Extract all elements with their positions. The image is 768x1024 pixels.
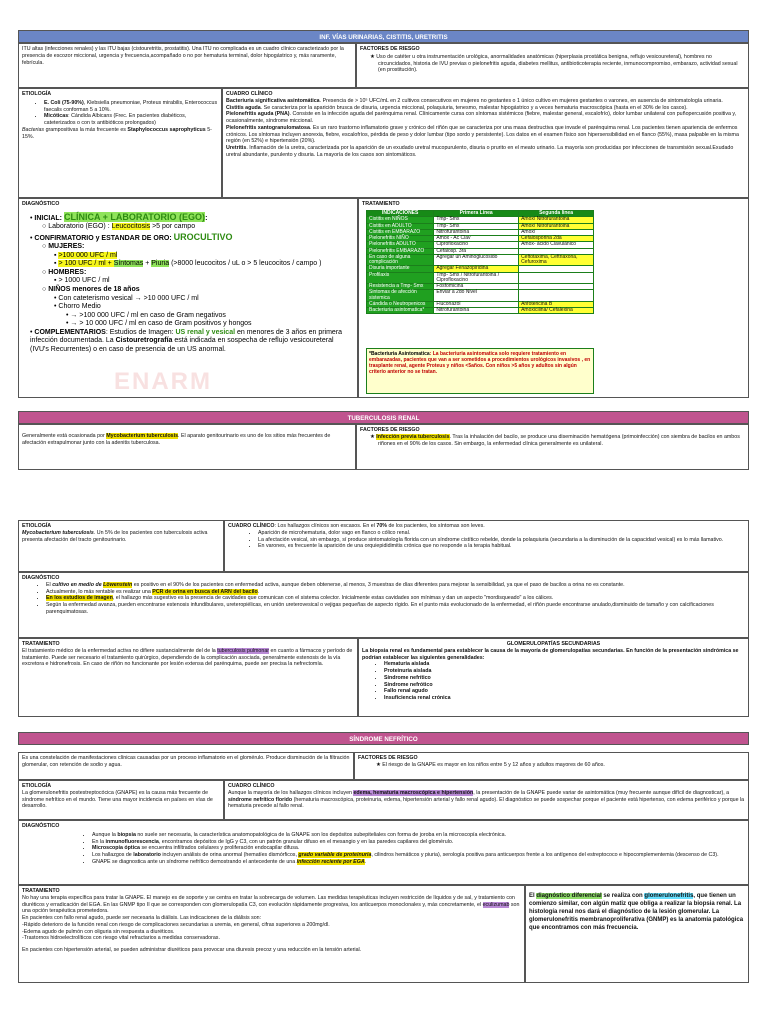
sn-etiology-text: La glomerulonefritis postestreptocócica (GNAPE) es la causa más frecuente de síndrome nefrítico en el mundo. Tiene una mayor incidencia en países en vías de desarrollo. xyxy=(22,789,213,810)
itu-etiology-item: • E. Coli (75-90%), Klebsiella pneumoniae, Proteus mirabilis, Enterococcus faecalis conforman 5 a 10%. xyxy=(44,100,218,114)
itu-clinical-item: Cistitis aguda. Se caracteriza por la aparición brusca de disuria, urgencia miccional, polaquiuria, tenesmo, malestar hipogástrico y a veces hematuria macroscópica (hasta en el 30% de los casos). xyxy=(226,104,688,111)
diag-line-men-1: ▪ > 1000 UFC / ml xyxy=(54,277,110,285)
tb-etiology-text: Mycobacterium tuberculosis. Un 5% de los pacientes con tuberculosis activa presenta afectación del tracto genitourinario. xyxy=(22,529,208,543)
sn-risk-title: FACTORES DE RIESGO xyxy=(358,755,418,761)
treatment-table-cell xyxy=(519,272,594,284)
treatment-table-cell: Enviar a 2do Nivel xyxy=(434,290,519,302)
itu-risk-text: Uso de catéter u otra instrumentación urológica, anormalidades anatómicas (hiperplasia prostática benigna, reflujo vesicoureteral), hombres no circuncidados, historia de IVU previas o pielonefritis aguda, diabetes mellitus, antibioticoterapia reciente, inmunocompromiso, embarazo, actividad sexual (en prostitución). xyxy=(376,53,738,74)
treatment-table-cell: Resistencia a Tmp- Smx xyxy=(367,284,434,290)
diag-line-men: ○ HOMBRES: xyxy=(42,268,87,276)
sn-diag-item: • Los hallazgos de laboratorio incluyen análisis de orina anormal (hematíes dismórficos, grado variable de proteinuria, cilindros hemáticos y piuria), serología positiva para anticuerpos frente a los antígenos del estreptococo e hipocomplementemia (descenso de C3). xyxy=(92,852,745,859)
treatment-table-cell: Bacteriuria asintomatica* xyxy=(367,308,434,314)
diag-line-women: ○ MUJERES: xyxy=(42,243,85,251)
glom-title: GLOMERULOPATÍAS SECUNDARIAS xyxy=(506,641,601,647)
treatment-table-cell: Tmp- Smx / Nitrofurantoina / Ciprofloxacino xyxy=(434,272,519,284)
itu-clinical-item: Pielonefritis aguda (PNA). Consiste en la infección aguda del parénquima renal. Clínicamente cursa con síntomas sistémicos (fiebre, malestar general, escalofrío), dolor lumbar unilateral con puñopercusión positiva y, ocasionalmente, síndrome miccional. xyxy=(226,111,737,125)
treatment-table-cell xyxy=(519,290,594,302)
sn-treatment-title: TRATAMIENTO xyxy=(22,888,60,894)
sn-clinical-text: Aunque la mayoría de los hallazgos clínicos incluyen edema, hematuria macroscópica e hipertensión, la presentación de la GNAPE puede variar de asintomática (muy frecuente aunque difícil de diagnosticar), a síndrome nefrítico florido (hematuria macroscópica, proteinuria, edema, hipertensión arterial y fallo renal agudo). El diagnóstico se puede sospechar porque el paciente está hipertenso, con edema periférico y porque la hematuria precede al fallo renal. xyxy=(228,789,745,810)
diag-line-initial: • INICIAL: CLÍNICA + LABORATORIO (EGO): xyxy=(30,211,208,222)
itu-diagnosis-image xyxy=(22,212,354,355)
treatment-table-cell: Cistitis en NIÑOS xyxy=(367,217,434,223)
sn-header: SÍNDROME NEFRÍTICO xyxy=(18,732,749,745)
treatment-table-cell: Amoxicilina/ Cefalexina xyxy=(519,308,594,314)
treatment-table-cell: Amox/ xyxy=(519,229,594,235)
treatment-table-cell: Agregar Fenazopiridina xyxy=(434,266,519,272)
glom-item: • Fallo renal agudo xyxy=(384,688,745,695)
treatment-table-cell: Amox- ácido Clavulánico xyxy=(519,242,594,248)
tb-treatment xyxy=(18,638,358,717)
itu-clinical-item: Pielonefritis xantogranulomatosa. Es un raro trastorno inflamatorio grave y crónico del riñón que se caracteriza por una masa destructiva que invade el parénquima renal. Los pacientes tienen apariencia de enfermos crónicos. Los síntomas incluyen anorexia, fiebre, escalofríos, pérdida de peso y dolor lumbar (tipo sordo y persistente). Los datos en el examen físico son hipersensibilidad en el flanco (55%), masa palpable en la misma región (en 52%) e hipertensión (20%). xyxy=(226,124,739,145)
itu-etiology-foot: Bacterias grampositivas la más frecuente es Staphylococcus saprophyticus 5-15%. xyxy=(22,126,212,140)
sn-risk-item: ★ El riesgo de la GNAPE es mayor en los niños entre 5 y 12 años y adultos mayores de 60 años. xyxy=(376,761,605,768)
treatment-table xyxy=(366,210,594,314)
diag-line-children-2: • Chorro Medio xyxy=(54,303,101,311)
treatment-table-cell: Amox/ Nitrofurantoina xyxy=(519,217,594,223)
tb-diag-item: • En los estudios de imagen, el hallazgo más sugestivo es la presencia de cavidades que comunican con el sistema colector. Inicialmente estas cavidades son mínimas y dan un aspecto "mordisqueado" a los cálices. xyxy=(46,595,745,602)
glom-item: • Hematuria aislada xyxy=(384,661,745,668)
sn-diag-item: • Aunque la biopsia no suele ser necesaria, la característica anatomopatológica de la GNAPE son los depósitos subepiteliales con forma de joroba en la microscopía electrónica. xyxy=(92,832,745,839)
tb-clinical-item: • En varones, es frecuente la aparición de una orquiepididimitis crónica que no responde a la terapia habitual. xyxy=(258,543,745,550)
treatment-table-header-cell: Segunda linea xyxy=(519,211,594,217)
diag-line-women-2: ▪ > 100 UFC / ml + Síntomas + Piuria (>8000 leucocitos / uL o > 5 leucocitos / campo ) xyxy=(54,260,322,268)
itu-treatment-title: TRATAMIENTO xyxy=(362,201,400,207)
diag-line-children-4: • → > 10 000 UFC / ml en caso de Gram positivos y hongos xyxy=(66,320,252,328)
treatment-table-row xyxy=(367,254,594,266)
treatment-table-cell: Profilaxis xyxy=(367,272,434,284)
treatment-table-cell: Cándida o Neutropenicos xyxy=(367,301,434,307)
tb-risk-title: FACTORES DE RIESGO xyxy=(360,427,420,433)
tb-clinical-intro: CUADRO CLÍNICO: Los hallazgos clínicos son escasos. En el 70% de los pacientes, los síntomas son leves. xyxy=(228,523,485,529)
sn-risk xyxy=(354,752,749,780)
treatment-table-cell: Tmp- Smx xyxy=(434,223,519,229)
sn-diag-item: • En la inmunofluorescencia, encontramos depósitos de IgG y C3, con un patrón granular difuso en el mesangio y en las paredes capilares del glomérulo. xyxy=(92,839,745,846)
treatment-table-cell: Sintomas de afección sistemica xyxy=(367,290,434,302)
sn-treatment-line: En pacientes con fallo renal agudo, puede ser necesaria la diálisis. Las indicaciones de la diálisis son: xyxy=(22,915,262,922)
diag-line-women-1: ▪ >100 000 UFC / ml xyxy=(54,251,118,259)
treatment-note: *Bacteriuria Asintomatica: La bacteriuria asintomatica solo requiere tratamiento en embarazadas, pacientes que van a ser sometidos a procedimientos urológicos invasivos , en trasplante renal, agente Proteus y niños <5años. Con niños >5 años y adultos sin algún criterio anterior no se tratan. xyxy=(366,348,594,394)
sn-treatment xyxy=(18,885,525,983)
treatment-table-cell: Amox/ Nitrofurantoina xyxy=(519,223,594,229)
itu-risk xyxy=(356,43,749,88)
treatment-table-cell: Nitrofurantoina xyxy=(434,308,519,314)
glom-item: • Insuficiencia renal crónica xyxy=(384,695,745,702)
sn-intro-text: Es una constelación de manifestaciones clínicas causadas por un proceso inflamatorio en el glomérulo. Produce disminución de la filtración glomerular, con retención de sodio y agua. xyxy=(22,755,350,768)
treatment-table-cell: Cefalosp. 3ra xyxy=(434,248,519,254)
sn-etiology xyxy=(18,780,224,820)
itu-etiology-item: • Micóticas: Cándida Albicans (Frec. En pacientes diabéticos, cateterizados o con tx antibióticos prolongados) xyxy=(44,113,218,127)
glom-item: • Proteinuria aislada xyxy=(384,668,745,675)
itu-risk-title: FACTORES DE RIESGO xyxy=(360,46,420,52)
tb-clinical-item: • La afectación vesical, sin embargo, sí produce sintomatología florida con un síndrome cistítico rebelde, donde la polaquiuria (secundaria a la disminución de la capacidad vesical) es lo más llamativo. xyxy=(258,537,745,544)
itu-clinical-title: CUADRO CLÍNICO xyxy=(226,91,273,97)
sn-treatment-line: -Edema agudo de pulmón con oliguria sin respuesta a diuréticos. xyxy=(22,928,175,935)
treatment-table-header-cell: INDICACIONES xyxy=(367,211,434,217)
sn-treatment-line: -Trastornos hidroelectrolíticos con riesgo vital refractarios a medidas conservadoras. xyxy=(22,935,220,942)
sn-differential xyxy=(525,885,749,983)
tb-intro xyxy=(18,424,356,470)
treatment-table-cell: Anfotericina B xyxy=(519,301,594,307)
treatment-table-row xyxy=(367,308,594,314)
glom-item: • Síndrome nefrítico xyxy=(384,675,745,682)
itu-etiology-title: ETIOLOGÍA xyxy=(22,91,52,97)
treatment-table-cell: Pielonefritis NIÑO xyxy=(367,236,434,242)
diag-line-complementary: • COMPLEMENTARIOS: Estudios de Imagen: US renal y vesical en menores de 3 años en primera infección documentada. La Cistouretrografía está indicada en sospecha de reflujo vesicoureteral (IVU's Recurrentes) o en caso de presencia de un US anormal. xyxy=(30,328,343,353)
itu-intro xyxy=(18,43,356,88)
itu-header: INF. VÍAS URINARIAS, CISTITIS, URETRITIS xyxy=(18,30,749,43)
sn-diag-item: • Microscopía óptica se encuentra infiltrados celulares y proliferación endocapilar difusa. xyxy=(92,845,745,852)
itu-clinical-item: Bacteriuria significativa asintomática. Presencia de > 10⁵ UFC/mL en 2 cultivos consecutivos en mujeres no gestantes o 1 único cultivo en mujeres gestantes o varones, en ausencia de sintomatología urinaria. xyxy=(226,97,723,104)
diag-line-confirm: • CONFIRMATORIO y ESTANDAR DE ORO: UROCULTIVO xyxy=(30,231,233,242)
itu-clinical xyxy=(222,88,749,198)
tb-diag-item: • Según la enfermedad avanza, pueden encontrarse estenosis infundibulares, ureteropiélicas, en unión ureterovesical o vejigas pequeñas de aspecto rígido. En el punto más evolucionado de la enfermedad, el riñón puede encontrarse anulado,disminuido de tamaño y con calcificaciones parenquimatosas. xyxy=(46,602,745,616)
treatment-table-cell: Cistitis en EMBARAZO xyxy=(367,229,434,235)
itu-etiology xyxy=(18,88,222,198)
sn-diag-item: • GNAPE se diagnostica ante un síndrome nefrítico demostrando el antecedente de una infección reciente por EGA. xyxy=(92,859,745,866)
sn-etiology-title: ETIOLOGÍA xyxy=(22,783,52,789)
watermark: ENARM xyxy=(114,368,212,395)
sn-treatment-text: No hay una terapia específica para tratar la GNAPE. El manejo es de soporte y se centra en tratar la sobrecarga de volumen. Las medidas terapéuticas incluyen restricción de líquidos y de sal, y tratamiento con diuréticos y erradicación del EGA. En las GNMP tipo II que se corresponden con glomerulopatía C3, con evolución rápidamente progresiva, los anticuerpos monoclonales y, más concretamente, el eculizumab son una opción terapéutica prometedora. xyxy=(22,894,520,915)
treatment-table-row xyxy=(367,272,594,284)
treatment-table-cell: Ceftotaxima, Ceftriaxona, Cefuroxima xyxy=(519,254,594,266)
glom-text: La biopsia renal es fundamental para establecer la causa de la mayoría de glomerulopatías secundarias. En función de la presentación sindrómica se podrían establecer las siguientes generalidades: xyxy=(362,647,739,661)
treatment-table-cell: Cefalosporina 2da xyxy=(519,236,594,242)
treatment-table-cell: Tmp- Smx xyxy=(434,217,519,223)
sn-treatment-last: En pacientes con hipertensión arterial, se pueden administrar diuréticos para provocar una diuresis precoz y una reducción en la tensión arterial. xyxy=(22,947,362,954)
itu-intro-text: ITU altas (infecciones renales) y las ITU bajas (cistouretritis, prostatitis). Una ITU no complicada es un cuadro clínico caracterizado por la presencia de escozor miccional, urgencia y frecuencia,acompañado o no por hematuria terminal, dolor hipogástrico y, más raramente, febrícula. xyxy=(22,46,344,66)
sn-intro xyxy=(18,752,354,780)
tb-diagnosis-title: DIAGNÓSTICO xyxy=(22,575,60,581)
diag-line-children-3: • → >100 000 UFC / ml en caso de Gram negativos xyxy=(66,311,226,319)
treatment-table-cell: En caso de alguna complicación xyxy=(367,254,434,266)
itu-diagnosis xyxy=(18,198,358,398)
sn-diagnosis xyxy=(18,820,749,885)
tb-risk xyxy=(356,424,749,470)
sn-clinical-title: CUADRO CLÍNICO xyxy=(228,783,275,789)
treatment-table-cell: Cistitis en ADULTO xyxy=(367,223,434,229)
diag-line-children: ○ NIÑOS menores de 18 años xyxy=(42,286,140,294)
treatment-table-cell: Disuria importante xyxy=(367,266,434,272)
treatment-table-cell: Agregar un Aminoglucosido xyxy=(434,254,519,266)
treatment-table-row xyxy=(367,290,594,302)
tb-risk-item: ★ Infección previa tuberculosis. Tras la inhalación del bacilo, se produce una diseminación hematógena (primoinfección) con siembra de bacilos en ambos riñones en el 90% de los casos. Sin embargo, la enfermedad clínica generalmente es unilateral. xyxy=(370,433,740,447)
tb-treatment-title: TRATAMIENTO xyxy=(22,641,60,647)
sn-diagnosis-title: DIAGNÓSTICO xyxy=(22,823,60,829)
diag-line-lab: ○ Laboratorio (EGO) : Leucocitosis >5 por campo xyxy=(42,223,196,231)
treatment-table-cell: Pielonefritis EMBARAZO xyxy=(367,248,434,254)
tb-etiology-title: ETIOLOGÍA xyxy=(22,523,52,529)
treatment-table-cell: Nitrofurantoina xyxy=(434,229,519,235)
tb-diag-item: • Actualmente, lo más rentable es realizar una PCR de orina en busca del ARN del bacilo. xyxy=(46,589,745,596)
tb-clinical xyxy=(224,520,749,572)
treatment-table-header-cell: Primera Linea xyxy=(434,211,519,217)
tb-header: TUBERCULOSIS RENAL xyxy=(18,411,749,424)
tb-glomerulopathies xyxy=(358,638,749,717)
diag-line-children-1: • Con cateterismo vesical → >10 000 UFC / ml xyxy=(54,294,199,302)
sn-treatment-line: -Rápido deterioro de la función renal con riesgo de complicaciones secundarias a uremia, en general, cifras superiores a 200mg/dl. xyxy=(22,921,330,928)
sn-differential-text: El diagnóstico diferencial se realiza con glomerulonefritis, que tienen un comienzo similar, con algún matiz que obliga a realizar la biopsia renal. La histología renal nos dará el diagnóstico de la lesión glomerular. La glomerulonefritis membranoproliferativa (GNMP) es la anatomía patológica que encontramos con más frecuencia. xyxy=(529,893,744,932)
itu-diagnosis-title: DIAGNÓSTICO xyxy=(22,201,60,207)
tb-intro-text: Generalmente está ocasionada por Mycobacterium tuberculosis. El aparato genitourinario es uno de los sitios más frecuentes de afectación extrapulmonar junto con la adenitis tuberculosa. xyxy=(22,433,331,446)
itu-clinical-item: Uretritis. Inflamación de la uretra, caracterizada por la aparición de un exudado uretral mucopurulento, disuria o prurito en el meato urinario. La mayoría son producidas por infecciones de transmisión sexual.Exudado uretral abundante, purulento y disuria. La mayoría de los casos son sintomáticos. xyxy=(226,145,734,158)
treatment-table-cell: Ciprofloxacino xyxy=(434,242,519,248)
tb-etiology xyxy=(18,520,224,572)
tb-diag-item: • El cultivo en medio de Löwenstein es positivo en el 90% de los pacientes con enfermedad activa, aunque deben obtenerse, al menos, 3 muestras de días diferentes para mejorar la sensibilidad, ya que el paso de bacilos a orina no es constante. xyxy=(46,582,745,589)
treatment-table-cell: Fosfomicina xyxy=(434,284,519,290)
glom-item: • Síndrome nefrótico xyxy=(384,682,745,689)
tb-clinical-item: • Aparición de microhematuria, dolor vago en flanco o cólico renal. xyxy=(258,530,745,537)
itu-risk-item: ★ Uso de catéter u otra instrumentación urológica, anormalidades anatómicas (hiperplasia prostática benigna, reflujo vesicoureteral), hombres no circuncidados, historia de IVU previas o pielonefritis aguda, diabetes mellitus, antibioticoterapia reciente, inmunocompromiso, embarazo, actividad sexual (en prostitución). xyxy=(370,53,738,74)
treatment-table-cell: Pielonefritis ADULTO xyxy=(367,242,434,248)
treatment-table-cell: Fluconazol xyxy=(434,301,519,307)
tb-treatment-text: El tratamiento médico de la enfermedad activa no difiere sustancialmente del de la tuberculosis pulmonar en cuanto a fármacos y período de tratamiento. Puede ser necesario el tratamiento quirúrgico, dependiendo de la complicación asociada, generalmente estenosis de la vía excretora e hidronefrosis. En caso de riñón no funcionante por lesión extensa del parénquima, puede ser precisa la nefrectomía. xyxy=(22,647,353,668)
treatment-table-cell: Amox - Ac Clav xyxy=(434,236,519,242)
tb-diagnosis xyxy=(18,572,749,638)
sn-clinical xyxy=(224,780,749,820)
